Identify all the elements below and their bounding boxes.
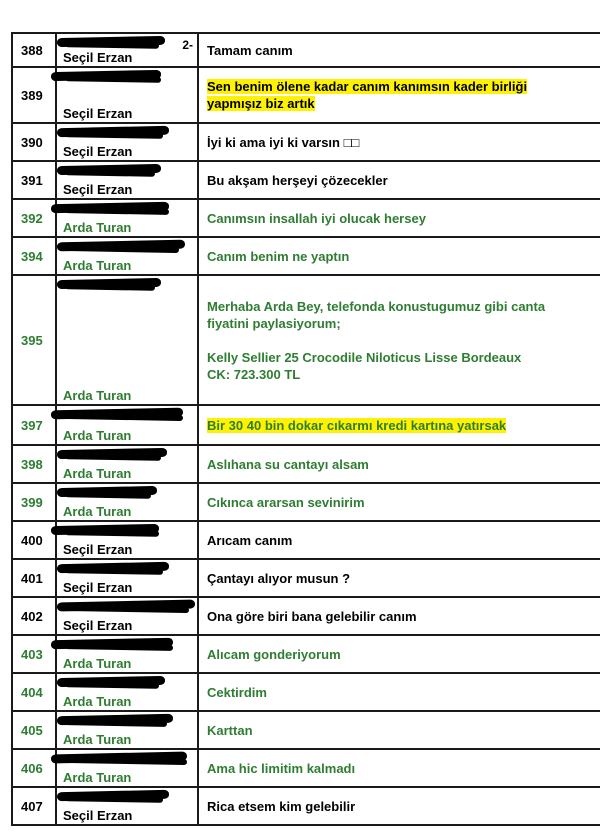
message-text: [198, 673, 600, 711]
message-number: 406: [12, 749, 56, 787]
message-line: [207, 798, 594, 815]
sender-name: Seçil Erzan: [63, 808, 133, 823]
message-line-text: Sen benim ölene kadar canım kanımsın kader birliği: [207, 79, 528, 94]
message-line-text: Ona göre biri bana gelebilir canım: [207, 608, 417, 624]
message-text: [198, 483, 600, 521]
message-number: 390: [12, 123, 56, 161]
sender-cell: [56, 405, 198, 445]
sender-cell: [56, 275, 198, 405]
message-text: [198, 635, 600, 673]
message-line-text: Aslıhana su cantayı alsam: [207, 456, 369, 472]
message-line-text: Canım benim ne yaptın: [207, 248, 350, 264]
sender-cell: [56, 33, 198, 67]
message-number: 389: [12, 67, 56, 123]
redaction-mark: [65, 169, 155, 177]
message-number: 407: [12, 787, 56, 825]
message-number: 394: [12, 237, 56, 275]
message-number: 388: [12, 33, 56, 67]
sender-name: Seçil Erzan: [63, 580, 133, 595]
message-line: [207, 456, 594, 473]
table-row: [12, 405, 600, 445]
message-line-text: yapmışız biz artık: [207, 96, 315, 111]
message-line-text: fiyatini paylasiyorum;: [207, 315, 341, 331]
sender-cell: [56, 597, 198, 635]
message-line: [207, 210, 594, 227]
table-row: [12, 559, 600, 597]
message-text: [198, 521, 600, 559]
message-line: [207, 172, 594, 189]
message-line-text: Tamam canım: [207, 42, 293, 58]
message-line: [207, 646, 594, 663]
message-line: [207, 532, 594, 549]
sender-name: Arda Turan: [63, 694, 132, 709]
sender-cell: [56, 749, 198, 787]
sender-name: Arda Turan: [63, 770, 132, 785]
redaction-mark: [65, 453, 161, 461]
message-text: [198, 711, 600, 749]
table-row: [12, 237, 600, 275]
message-text: [198, 275, 600, 405]
message-line-text: Merhaba Arda Bey, telefonda konustugumuz gibi canta: [207, 298, 546, 314]
sender-cell: [56, 161, 198, 199]
sender-cell: [56, 445, 198, 483]
sender-cell: [56, 559, 198, 597]
table-row: [12, 67, 600, 123]
table-row: [12, 483, 600, 521]
redaction-mark: [65, 757, 187, 765]
message-line: [207, 608, 594, 625]
sender-name: Seçil Erzan: [63, 106, 133, 121]
sender-cell: [56, 199, 198, 237]
sender-name: Seçil Erzan: [63, 618, 133, 633]
message-number: 404: [12, 673, 56, 711]
message-line-text: Bu akşam herşeyi çözecekler: [207, 172, 388, 188]
message-number: 391: [12, 161, 56, 199]
redaction-mark: [65, 491, 151, 499]
message-number: 403: [12, 635, 56, 673]
message-line: [207, 95, 594, 112]
redaction-mark: [65, 245, 179, 253]
redaction-mark: [65, 413, 183, 421]
sender-cell: [56, 673, 198, 711]
message-line: [207, 315, 594, 332]
message-line: [207, 248, 594, 265]
message-line-text: Rica etsem kim gelebilir: [207, 798, 356, 814]
message-text: [198, 405, 600, 445]
sender-cell: [56, 237, 198, 275]
redaction-mark: [65, 131, 163, 139]
sender-name: Seçil Erzan: [63, 542, 133, 557]
sender-cell: [56, 635, 198, 673]
phone-number-fragment: 2-: [182, 38, 193, 52]
table-row: [12, 123, 600, 161]
redaction-mark: [65, 719, 167, 727]
message-line: [207, 349, 594, 366]
message-text: [198, 787, 600, 825]
table-row: [12, 275, 600, 405]
sender-name: Arda Turan: [63, 388, 132, 403]
message-log-body: [12, 33, 600, 825]
message-text: [198, 749, 600, 787]
table-row: [12, 673, 600, 711]
redaction-mark: [65, 681, 159, 689]
message-line-text: Canımsın insallah iyi olucak hersey: [207, 210, 426, 226]
message-text: [198, 33, 600, 67]
sender-name: Seçil Erzan: [63, 182, 133, 197]
message-line-text: Ama hic limitim kalmadı: [207, 760, 356, 776]
redaction-mark: [65, 567, 163, 575]
message-line: [207, 494, 594, 511]
message-number: 395: [12, 275, 56, 405]
sender-name: Arda Turan: [63, 656, 132, 671]
message-line: [207, 417, 594, 434]
redaction-mark: [65, 795, 163, 803]
message-text: [198, 559, 600, 597]
message-line: [207, 684, 594, 701]
message-number: 400: [12, 521, 56, 559]
message-text: [198, 123, 600, 161]
message-number: 399: [12, 483, 56, 521]
message-number: 402: [12, 597, 56, 635]
table-row: [12, 635, 600, 673]
sender-name: Arda Turan: [63, 428, 132, 443]
message-text: [198, 237, 600, 275]
message-line-text: Kelly Sellier 25 Crocodile Niloticus Lisse Bordeaux: [207, 349, 522, 365]
sender-name: Seçil Erzan: [63, 144, 133, 159]
table-row: [12, 33, 600, 67]
table-row: [12, 597, 600, 635]
message-line-text: Cektirdim: [207, 684, 267, 700]
table-row: [12, 445, 600, 483]
message-text: [198, 199, 600, 237]
redaction-mark: [65, 605, 189, 613]
message-line-text: Cıkınca ararsan sevinirim: [207, 494, 365, 510]
message-text: [198, 67, 600, 123]
message-line: [207, 570, 594, 587]
message-line: [207, 134, 594, 151]
message-line-text: Bir 30 40 bin dokar cıkarmı kredi kartına yatırsak: [207, 417, 507, 433]
message-line-text: Alıcam gonderiyorum: [207, 646, 341, 662]
sender-name: Arda Turan: [63, 732, 132, 747]
blank-line: [207, 332, 594, 349]
sender-name: Seçil Erzan: [63, 50, 133, 65]
sender-cell: [56, 67, 198, 123]
redaction-mark: [65, 75, 161, 83]
redaction-mark: [65, 283, 155, 291]
sender-name: Arda Turan: [63, 258, 132, 273]
message-line: [207, 760, 594, 777]
table-row: [12, 749, 600, 787]
redaction-mark: [65, 41, 159, 49]
message-number: 392: [12, 199, 56, 237]
sender-cell: [56, 521, 198, 559]
message-number: 405: [12, 711, 56, 749]
message-line: [207, 298, 594, 315]
sender-cell: [56, 711, 198, 749]
message-line: [207, 78, 594, 95]
redaction-mark: [65, 643, 173, 651]
redaction-mark: [65, 207, 169, 215]
message-text: [198, 445, 600, 483]
message-line-text: Çantayı alıyor musun ?: [207, 570, 351, 586]
sender-name: Arda Turan: [63, 504, 132, 519]
message-line: [207, 366, 594, 383]
message-line-text: Arıcam canım: [207, 532, 293, 548]
redaction-mark: [65, 529, 159, 537]
message-number: 401: [12, 559, 56, 597]
sender-cell: [56, 123, 198, 161]
sender-name: Arda Turan: [63, 220, 132, 235]
message-line-text: İyi ki ama iyi ki varsın □□: [207, 134, 360, 150]
message-line: [207, 42, 594, 59]
message-number: 398: [12, 445, 56, 483]
table-row: [12, 521, 600, 559]
message-log-table: [11, 32, 600, 826]
message-number: 397: [12, 405, 56, 445]
message-text: [198, 597, 600, 635]
sender-cell: [56, 483, 198, 521]
table-row: [12, 787, 600, 825]
message-text: [198, 161, 600, 199]
message-line: [207, 722, 594, 739]
sender-cell: [56, 787, 198, 825]
sender-name: Arda Turan: [63, 466, 132, 481]
table-row: [12, 711, 600, 749]
table-row: [12, 199, 600, 237]
table-row: [12, 161, 600, 199]
message-line-text: Karttan: [207, 722, 253, 738]
message-line-text: CK: 723.300 TL: [207, 366, 301, 382]
